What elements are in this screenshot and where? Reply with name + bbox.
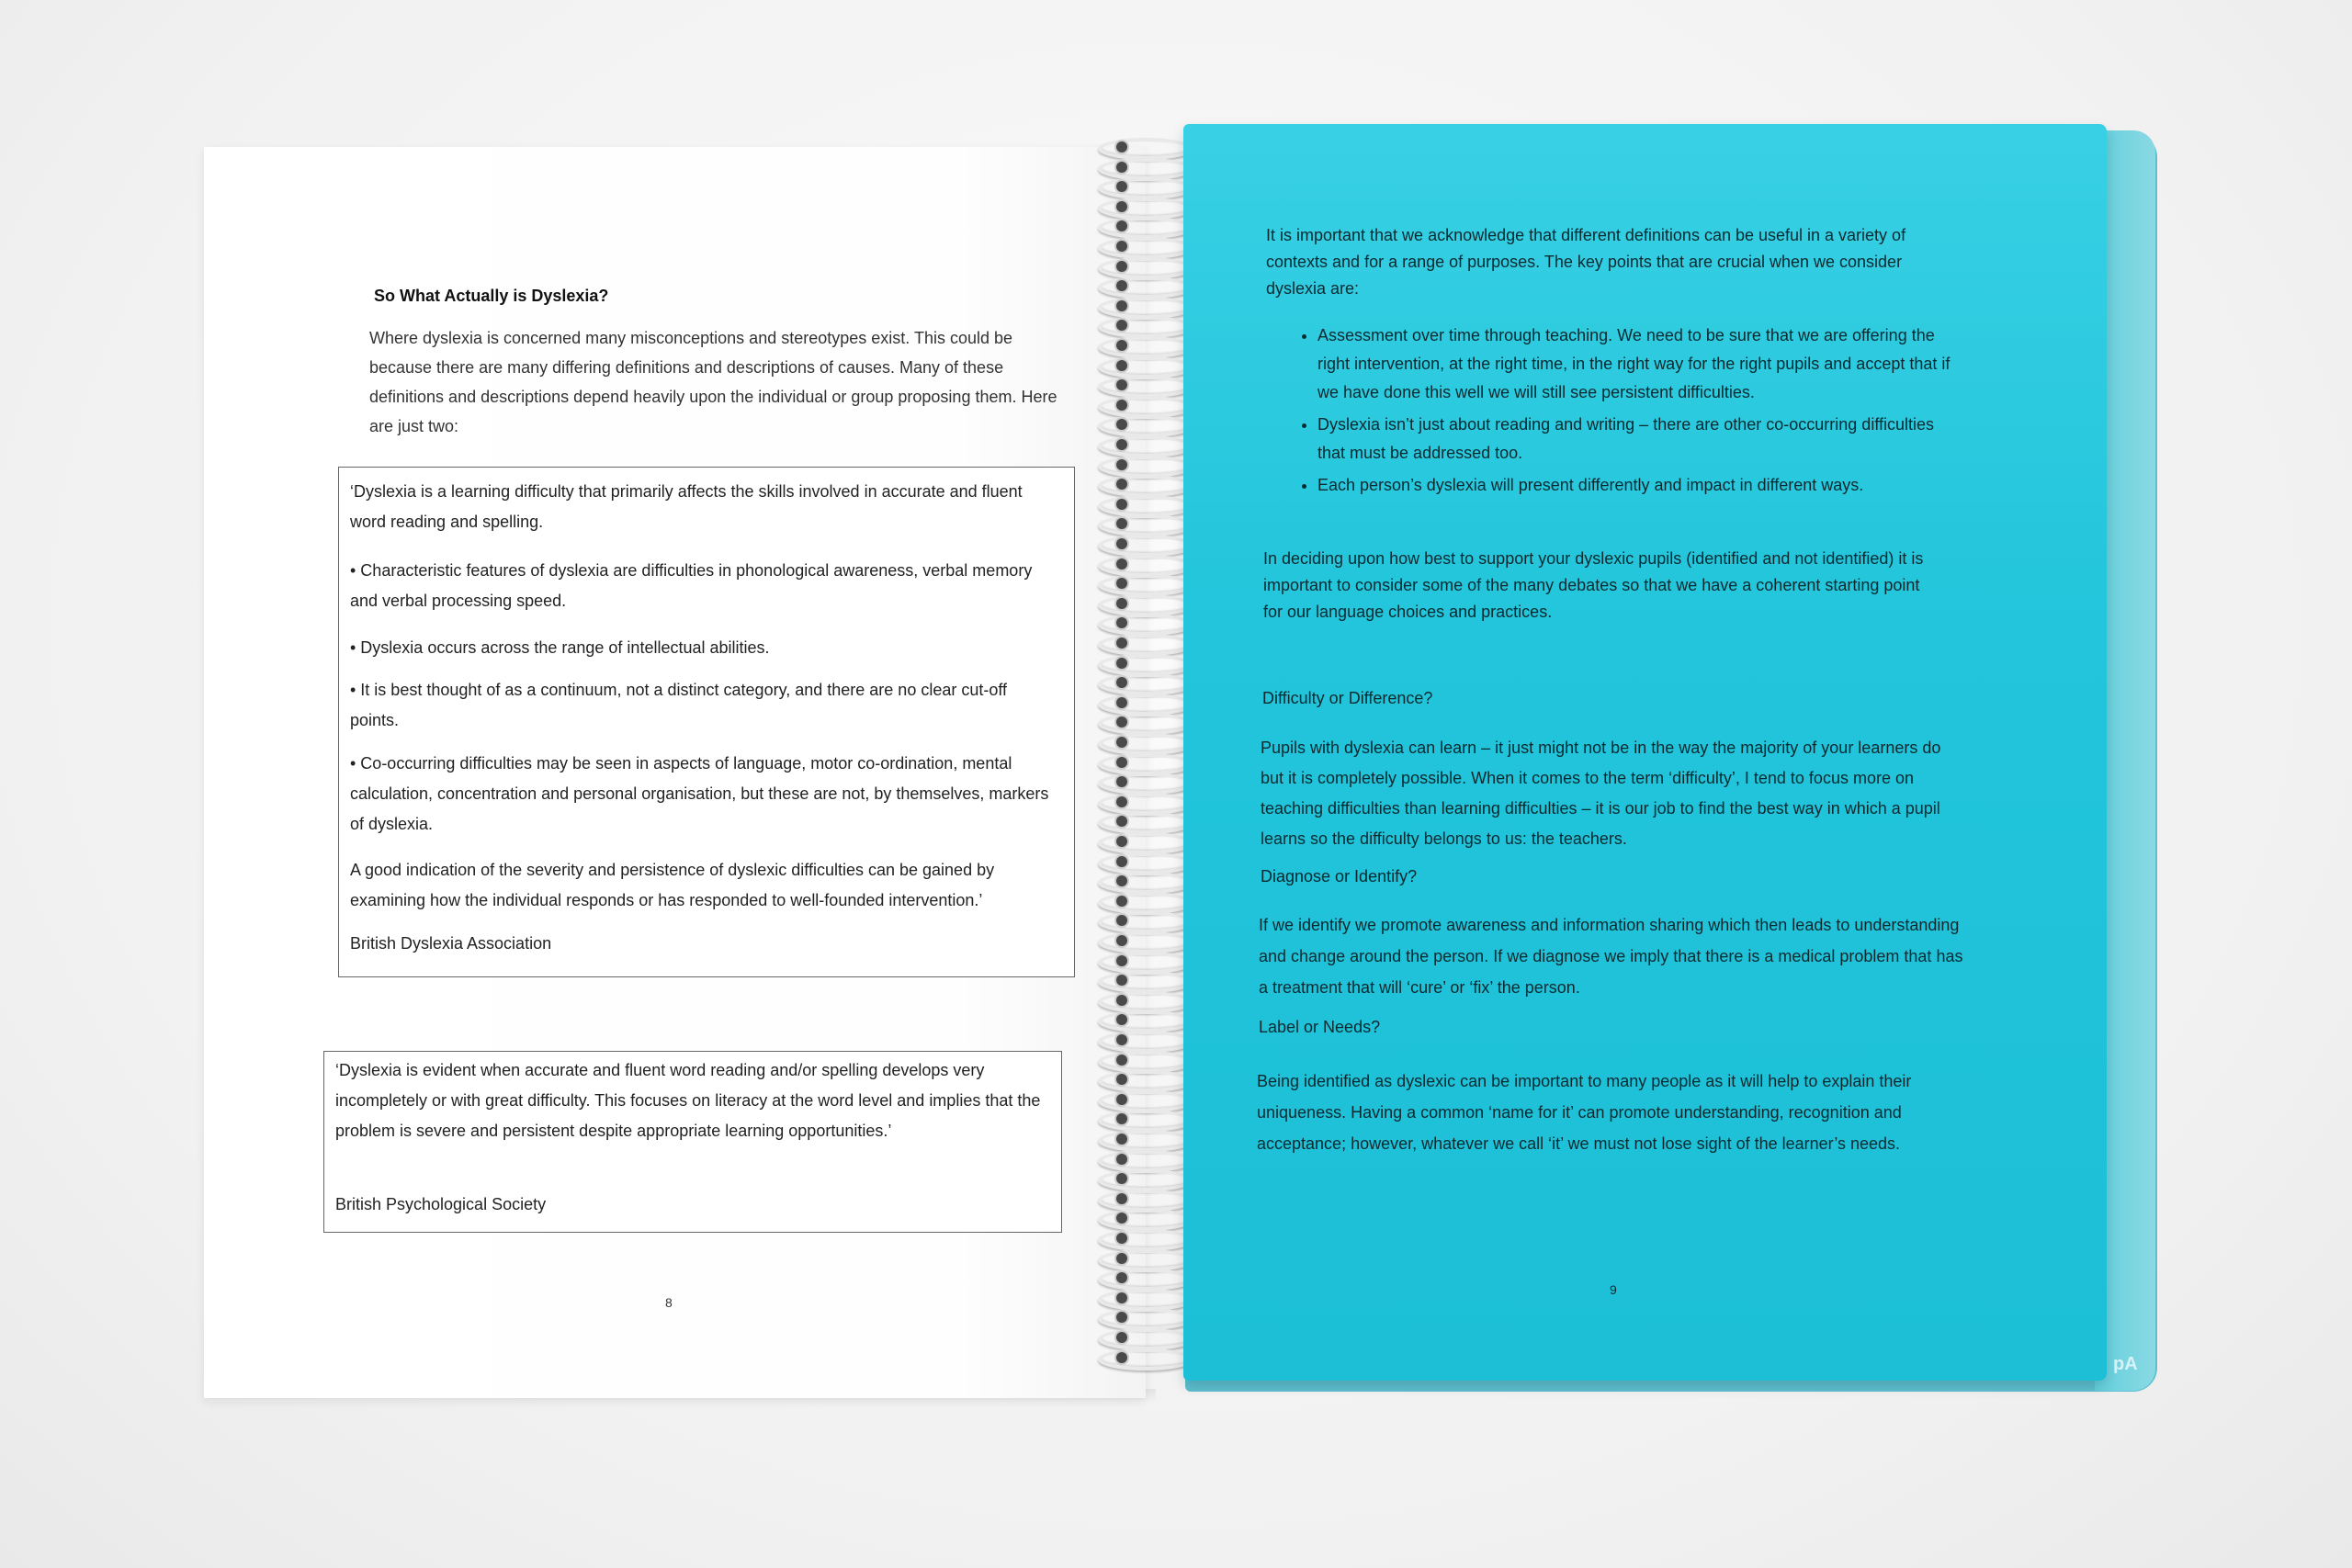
punch-hole [1116, 896, 1127, 907]
spiral-coil [1098, 1249, 1193, 1271]
punch-hole [1116, 796, 1127, 807]
spiral-coil [1098, 1190, 1193, 1212]
punch-hole [1116, 1134, 1127, 1145]
spiral-coil [1098, 316, 1193, 338]
page-number: 8 [665, 1295, 673, 1310]
spiral-coil [1098, 376, 1193, 398]
spiral-coil [1098, 634, 1193, 656]
section-body: If we identify we promote awareness and information sharing which then leads to understanding and change around the person. If we diagnose we imply that there is a medical problem that has a treatment that will ‘cure’ or ‘fix’ the person. [1259, 916, 1963, 997]
punch-hole [1116, 955, 1127, 966]
intro-paragraph: It is important that we acknowledge that different definitions can be useful in a variety of contexts and for a range of purposes. The key points that are crucial when we consider dyslexia are: [1266, 226, 1906, 298]
punch-hole [1116, 1154, 1127, 1165]
spiral-coil [1098, 1169, 1193, 1191]
punch-hole [1116, 757, 1127, 768]
spiral-coil [1098, 713, 1193, 735]
spiral-coil [1098, 832, 1193, 854]
spiral-coil [1098, 297, 1193, 319]
spiral-coil [1098, 1308, 1193, 1330]
spiral-coil [1098, 793, 1193, 815]
punch-hole [1116, 201, 1127, 212]
punch-hole [1116, 400, 1127, 411]
punch-hole [1116, 162, 1127, 173]
punch-hole [1116, 439, 1127, 450]
list-item: • Each person’s dyslexia will present differently and impact in different ways. [1317, 471, 1961, 500]
punch-hole [1116, 1233, 1127, 1244]
spiral-coil [1098, 396, 1193, 418]
punch-hole [1116, 340, 1127, 351]
punch-hole [1116, 836, 1127, 847]
spiral-coil [1098, 1051, 1193, 1073]
punch-hole [1116, 637, 1127, 649]
punch-hole [1116, 658, 1127, 669]
spiral-coil [1098, 872, 1193, 894]
section-body: Pupils with dyslexia can learn – it just might not be in the way the majority of your learners do but it is completely possible. When it comes to the term ‘difficulty’, I tend to focus more on teaching difficulties than learning difficulties – it is our job to find the best way in which a pupil learns so the difficulty belongs to us: the teachers. [1261, 739, 1941, 848]
punch-hole [1116, 538, 1127, 549]
punch-hole [1116, 558, 1127, 570]
spiral-coil [1098, 138, 1193, 160]
spiral-coil [1098, 1031, 1193, 1053]
spiral-coil [1098, 1010, 1193, 1032]
punch-hole [1116, 1253, 1127, 1264]
punch-hole [1116, 499, 1127, 510]
spiral-coil [1098, 535, 1193, 557]
quote-paragraph: A good indication of the severity and persistence of dyslexic difficulties can be gained by examining how the individual responds or has responded to well-founded intervention.’ [350, 861, 995, 909]
punch-hole [1116, 241, 1127, 252]
punch-hole [1116, 1332, 1127, 1343]
spiral-coil [1098, 356, 1193, 378]
spiral-coil [1098, 435, 1193, 457]
punch-hole [1116, 1034, 1127, 1045]
spiral-coil [1098, 276, 1193, 299]
punch-hole [1116, 300, 1127, 311]
spiral-coil [1098, 1269, 1193, 1291]
spiral-coil [1098, 852, 1193, 874]
punch-hole [1116, 1292, 1127, 1303]
spiral-coil [1098, 673, 1193, 695]
spiral-coil [1098, 1328, 1193, 1350]
punch-hole [1116, 360, 1127, 371]
spiral-coil [1098, 1150, 1193, 1172]
spiral-coil [1098, 197, 1193, 220]
list-item: • Assessment over time through teaching. We need to be sure that we are offering the right intervention, at the right time, in the right way for the right pupils and accept that if we have done this well we will still see persistent difficulties. [1317, 321, 1961, 407]
punch-hole [1116, 737, 1127, 748]
spiral-coil [1098, 336, 1193, 358]
page-title: So What Actually is Dyslexia? [374, 287, 609, 305]
punch-hole [1116, 1094, 1127, 1105]
spiral-coil [1098, 495, 1193, 517]
quote-bullet: • Characteristic features of dyslexia are difficulties in phonological awareness, verbal memory and verbal processing speed. [350, 561, 1033, 610]
punch-hole [1116, 598, 1127, 609]
punch-hole [1116, 935, 1127, 946]
quote-attribution: British Psychological Society [335, 1195, 547, 1213]
spiral-coil [1098, 574, 1193, 596]
punch-hole [1116, 261, 1127, 272]
quote-bullet: • It is best thought of as a continuum, not a distinct category, and there are no clear cut-off points. [350, 681, 1008, 729]
publisher-logo: pA [2113, 1354, 2138, 1374]
quote-box-bps [323, 1051, 1062, 1233]
punch-hole [1116, 1193, 1127, 1204]
punch-hole [1116, 1352, 1127, 1363]
quote-bullet: • Dyslexia occurs across the range of intellectual abilities. [350, 638, 770, 657]
spiral-coil [1098, 456, 1193, 478]
quote-paragraph: ‘Dyslexia is evident when accurate and fluent word reading and/or spelling develops very incompletely or with great difficulty. This focuses on literacy at the word level and implies that the problem is severe and persistent despite appropriate learning opportunities.’ [335, 1061, 1041, 1140]
spiral-coil [1098, 911, 1193, 933]
punch-hole [1116, 141, 1127, 152]
quote-box-bda [338, 467, 1075, 977]
punch-hole [1116, 697, 1127, 708]
spiral-coil [1098, 555, 1193, 577]
intro-paragraph: Where dyslexia is concerned many misconceptions and stereotypes exist. This could be because there are many differing definitions and descriptions of causes. Many of these definitions and descriptions depend heavily upon the individual or group proposing them. Here are just two: [369, 329, 1057, 435]
spiral-coil [1098, 1289, 1193, 1311]
spiral-coil [1098, 1090, 1193, 1112]
punch-hole [1116, 995, 1127, 1006]
spiral-coil [1098, 1209, 1193, 1231]
spiral-coil [1098, 415, 1193, 437]
support-paragraph: In deciding upon how best to support your dyslexic pupils (identified and not identified) it is important to consider some of the many debates so that we have a coherent starting point for our language choices and practices. [1263, 549, 1924, 621]
punch-hole [1116, 1055, 1127, 1066]
key-points-list [1286, 321, 1961, 503]
spiral-coil [1098, 991, 1193, 1013]
spiral-coil [1098, 594, 1193, 616]
spiral-coil [1098, 1348, 1193, 1371]
spiral-coil [1098, 971, 1193, 993]
spiral-coil [1098, 257, 1193, 279]
spiral-coil [1098, 812, 1193, 834]
quote-attribution: British Dyslexia Association [350, 934, 552, 953]
section-heading: Difficulty or Difference? [1262, 689, 1433, 707]
spiral-coil [1098, 158, 1193, 180]
spiral-coil [1098, 931, 1193, 953]
spiral-coil [1098, 773, 1193, 795]
spiral-coil [1098, 952, 1193, 974]
spiral-coil [1098, 1130, 1193, 1152]
spiral-coil [1098, 177, 1193, 199]
spiral-coil [1098, 753, 1193, 775]
punch-hole [1116, 459, 1127, 470]
spiral-coil [1098, 1110, 1193, 1132]
spiral-coil [1098, 614, 1193, 636]
punch-hole [1116, 856, 1127, 867]
quote-paragraph: ‘Dyslexia is a learning difficulty that primarily affects the skills involved in accurate and fluent word reading and spelling. [350, 482, 1023, 531]
spiral-coil [1098, 217, 1193, 239]
spiral-coil [1098, 654, 1193, 676]
left-page [204, 147, 1146, 1398]
list-item: • Dyslexia isn’t just about reading and writing – there are other co-occurring difficulties that must be addressed too. [1317, 411, 1961, 468]
spiral-coil [1098, 892, 1193, 914]
section-body: Being identified as dyslexic can be important to many people as it will help to explain their uniqueness. Having a common ‘name for it’ can promote understanding, recognition and acceptance; however, whatever we call ‘it’ we must not lose sight of the learner’s needs. [1257, 1072, 1912, 1153]
page-number: 9 [1610, 1282, 1617, 1297]
spiral-coil [1098, 733, 1193, 755]
section-heading: Diagnose or Identify? [1261, 867, 1418, 886]
spiral-coil [1098, 1229, 1193, 1251]
spiral-coil [1098, 475, 1193, 497]
quote-bullet: • Co-occurring difficulties may be seen in aspects of language, motor co-ordination, mental calculation, concentration and personal organisation, but these are not, by themselves, markers of dyslexia. [350, 754, 1049, 833]
spiral-coil [1098, 237, 1193, 259]
spiral-coil [1098, 1070, 1193, 1092]
spiral-coil [1098, 514, 1193, 536]
spiral-coil [1098, 694, 1193, 716]
section-heading: Label or Needs? [1259, 1018, 1381, 1036]
